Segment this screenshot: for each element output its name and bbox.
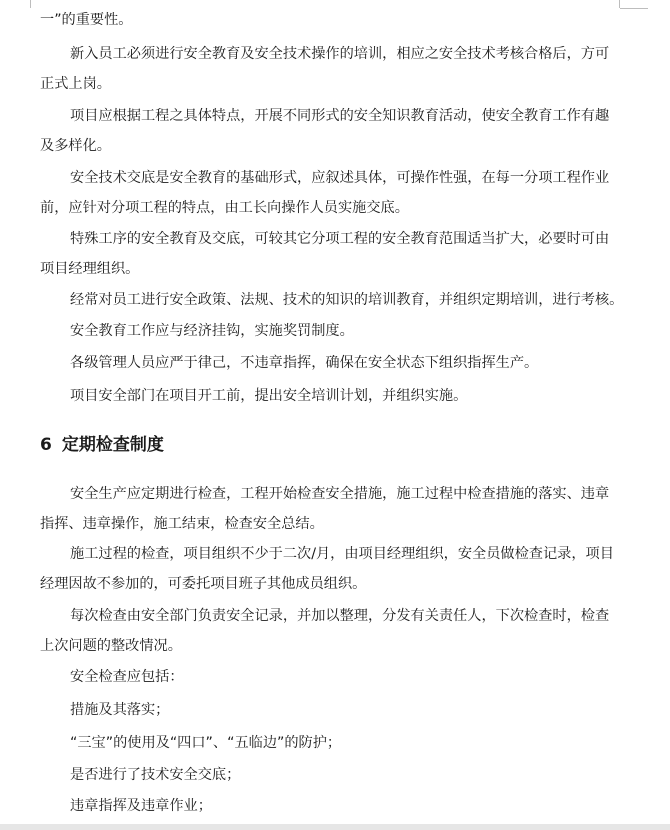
text-line: 安全生产应定期进行检查，工程开始检查安全措施，施工过程中检查措施的落实、违章: [70, 486, 610, 502]
crop-mark: [30, 0, 31, 8]
text-line: 措施及其落实；: [70, 702, 170, 718]
paragraph: [40, 316, 630, 346]
section-number: 6: [40, 435, 52, 455]
paragraph: [40, 285, 630, 315]
text-line: 新入员工必须进行安全教育及安全技术操作的培训，相应之安全技术考核合格后，方可: [70, 46, 610, 62]
text-line: 项目应根据工程之具体特点，开展不同形式的安全知识教育活动，使安全教育工作有趣: [70, 108, 610, 124]
text-line: 每次检查由安全部门负责安全记录，并加以整理，分发有关责任人，下次检查时，检查: [70, 608, 610, 624]
paragraph: [40, 5, 630, 35]
paragraph: [40, 381, 630, 411]
paragraph: [40, 601, 630, 661]
text-line: 违章指挥及违章作业；: [70, 798, 212, 814]
paragraph: [40, 479, 630, 539]
paragraph: [40, 101, 630, 161]
text-line: 一”的重要性。: [40, 12, 133, 28]
page-bottom-bar: [0, 824, 670, 830]
text-line: 项目安全部门在项目开工前，提出安全培训计划，并组织实施。: [70, 388, 468, 404]
text-line: 各级管理人员应严于律己，不违章指挥，确保在安全状态下组织指挥生产。: [70, 355, 539, 371]
paragraph: [40, 695, 630, 725]
text-line: 及多样化。: [40, 138, 111, 154]
text-line: 正式上岗。: [40, 76, 111, 92]
text-line: 特殊工序的安全教育及交底，可较其它分项工程的安全教育范围适当扩大，必要时可由: [70, 231, 610, 247]
text-line: 安全教育工作应与经济挂钩，实施奖罚制度。: [70, 323, 354, 339]
paragraph: [40, 791, 630, 821]
paragraph: [40, 348, 630, 378]
paragraph: [40, 760, 630, 790]
paragraph: [40, 539, 630, 599]
paragraph: [40, 163, 630, 223]
text-line: 安全技术交底是安全教育的基础形式，应叙述具体，可操作性强，在每一分项工程作业: [70, 170, 610, 186]
paragraph: [40, 728, 630, 758]
section-title: 定期检查制度: [61, 435, 164, 455]
text-line: 经常对员工进行安全政策、法规、技术的知识的培训教育，并组织定期培训，进行考核。: [70, 292, 624, 308]
text-line: 是否进行了技术安全交底；: [70, 767, 241, 783]
text-line: 安全检查应包括：: [70, 669, 184, 685]
section-heading: [40, 430, 164, 460]
text-line: 指挥、违章操作，施工结束，检查安全总结。: [40, 516, 324, 532]
paragraph: [40, 39, 630, 99]
paragraph: [40, 224, 630, 284]
text-line: 上次问题的整改情况。: [40, 638, 182, 654]
text-line: 项目经理组织。: [40, 261, 140, 277]
paragraph: [40, 662, 630, 692]
text-line: 前，应针对分项工程的特点，由工长向操作人员实施交底。: [40, 200, 409, 216]
text-line: “三宝”的使用及“四口”、“五临边”的防护；: [70, 735, 342, 751]
text-line: 施工过程的检查，项目组织不少于二次/月，由项目经理组织，安全员做检查记录，项目: [70, 546, 614, 562]
text-line: 经理因故不参加的，可委托项目班子其他成员组织。: [40, 576, 367, 592]
